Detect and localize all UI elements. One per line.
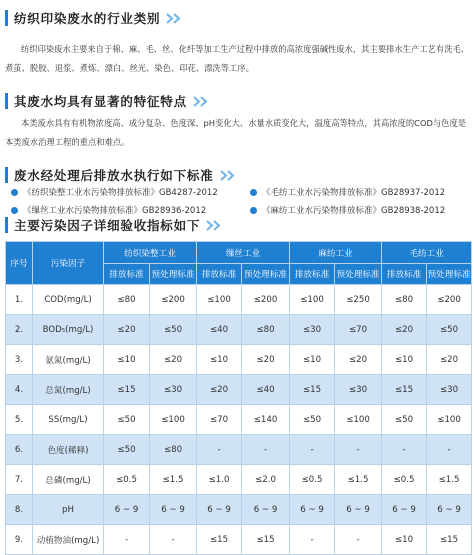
limit-value-cell: ≤15 [104, 375, 150, 405]
limit-value-cell: 6 ~ 9 [382, 495, 427, 525]
standard-text: 《缫丝工业水污染物排放标准》GB28936-2012 [23, 206, 207, 216]
limit-value-cell: ≤40 [197, 315, 242, 345]
limit-value-cell: ≤2.0 [242, 465, 290, 495]
limit-value-cell: ≤100 [427, 405, 472, 435]
limit-value-cell: 6 ~ 9 [335, 495, 382, 525]
subheader-pre: 预处理标准 [242, 264, 290, 285]
limit-value-cell: ≤200 [242, 285, 290, 315]
subheader-pre: 预处理标准 [150, 264, 197, 285]
table-row [6, 435, 472, 465]
row-number: 6. [6, 435, 33, 465]
limit-value-cell: ≤20 [427, 345, 472, 375]
limit-value-cell: ≤10 [104, 345, 150, 375]
limit-value-cell: ≤10 [197, 345, 242, 375]
limit-value-cell: ≤100 [150, 405, 197, 435]
subheader-pre: 预处理标准 [335, 264, 382, 285]
limit-value-cell: ≤10 [382, 345, 427, 375]
limit-value-cell: ≤50 [150, 315, 197, 345]
standard-text: 《麻纺工业水污染物排放标准》GB28938-2012 [262, 206, 446, 216]
row-number: 2. [6, 315, 33, 345]
heading-accent-bar [5, 93, 8, 109]
limit-value-cell: ≤10 [382, 525, 427, 555]
limit-value-cell: ≤50 [382, 405, 427, 435]
limit-value-cell: ≤140 [242, 405, 290, 435]
pollutant-factor: pH [33, 495, 104, 525]
header-industry: 麻纺工业 [290, 242, 382, 264]
limit-value-cell: ≤50 [290, 405, 335, 435]
standard-item [250, 186, 445, 198]
row-number: 9. [6, 525, 33, 555]
limit-value-cell: - [150, 525, 197, 555]
table-row [6, 315, 472, 345]
limit-value-cell: ≤250 [335, 285, 382, 315]
pollutant-factor: BOD₅(mg/L) [33, 315, 104, 345]
limit-value-cell: 6 ~ 9 [290, 495, 335, 525]
limit-value-cell: ≤15 [382, 375, 427, 405]
section-heading-features [0, 89, 211, 113]
limit-value-cell: ≤30 [335, 375, 382, 405]
paragraph-features [5, 114, 471, 151]
standard-item [11, 186, 218, 198]
table-row [6, 285, 472, 315]
limit-value-cell: ≤20 [335, 345, 382, 375]
limit-value-cell: ≤200 [150, 285, 197, 315]
pollutant-factor: 氨氮(mg/L) [33, 345, 104, 375]
limit-value-cell: ≤20 [197, 375, 242, 405]
limit-value-cell: ≤15 [197, 525, 242, 555]
limit-value-cell: ≤80 [382, 285, 427, 315]
heading-title: 废水经处理后排放水执行如下标准 [14, 168, 214, 183]
standard-text: 《毛纺工业水污染物排放标准》GB28937-2012 [262, 188, 446, 198]
header-industry: 纺织染整工业 [104, 242, 197, 264]
limit-value-cell: 6 ~ 9 [427, 495, 472, 525]
heading-title: 其废水均具有显著的特征特点 [14, 94, 187, 109]
header-no: 序号 [6, 242, 33, 285]
limit-value-cell: ≤10 [290, 345, 335, 375]
limit-value-cell: ≤30 [150, 375, 197, 405]
limit-value-cell: ≤30 [290, 315, 335, 345]
limit-value-cell: ≤15 [242, 525, 290, 555]
limit-value-cell: ≤0.5 [382, 465, 427, 495]
pollutant-factor: 总磷(mg/L) [33, 465, 104, 495]
header-factor: 污染因子 [33, 242, 104, 285]
chevron-double-right-icon [193, 96, 211, 107]
limit-value-cell: ≤20 [104, 315, 150, 345]
subheader-direct: 排放标准 [382, 264, 427, 285]
limit-value-cell: 6 ~ 9 [242, 495, 290, 525]
paragraph-industry [5, 40, 471, 77]
section-heading-pollutants [0, 213, 224, 237]
chevron-double-right-icon [220, 170, 238, 181]
pollutant-factor: 色度(稀释) [33, 435, 104, 465]
limit-value-cell: - [290, 525, 335, 555]
table-row [6, 405, 472, 435]
limit-value-cell: ≤70 [197, 405, 242, 435]
subheader-direct: 排放标准 [197, 264, 242, 285]
subheader-direct: 排放标准 [290, 264, 335, 285]
paragraph-text: 本类废水具有有机物浓度高、成分复杂、色度深、pH变化大、水量水质变化大，温度高等特点，其高浓度的COD与色度是本类废水治理工程的重点和难点。 [5, 118, 467, 147]
row-number: 8. [6, 495, 33, 525]
limit-value-cell: - [335, 435, 382, 465]
limit-value-cell: ≤50 [104, 405, 150, 435]
table-row [6, 345, 472, 375]
limit-value-cell: ≤1.0 [197, 465, 242, 495]
header-industry: 毛纺工业 [382, 242, 472, 264]
section-heading-standards [0, 163, 238, 187]
limit-value-cell: ≤80 [150, 435, 197, 465]
standard-text: 《纺织染整工业水污染物排放标准》GB4287-2012 [23, 188, 218, 198]
table-row [6, 375, 472, 405]
row-number: 5. [6, 405, 33, 435]
limit-value-cell: ≤100 [197, 285, 242, 315]
limit-value-cell: - [335, 525, 382, 555]
limit-value-cell: ≤100 [290, 285, 335, 315]
pollutant-factor: 总氮(mg/L) [33, 375, 104, 405]
limit-value-cell: ≤0.5 [290, 465, 335, 495]
limit-value-cell: 6 ~ 9 [197, 495, 242, 525]
heading-accent-bar [5, 217, 8, 233]
standard-item [250, 204, 445, 216]
subheader-direct: 排放标准 [104, 264, 150, 285]
subheader-pre: 预处理标准 [427, 264, 472, 285]
limit-value-cell: ≤1.5 [335, 465, 382, 495]
heading-title: 主要污染因子详细验收指标如下 [14, 218, 201, 233]
limit-value-cell: ≤15 [427, 525, 472, 555]
pollutant-factor: SS(mg/L) [33, 405, 104, 435]
limit-value-cell: - [382, 435, 427, 465]
limit-value-cell: ≤20 [150, 345, 197, 375]
limit-value-cell: 6 ~ 9 [150, 495, 197, 525]
limit-value-cell: - [242, 435, 290, 465]
pollutant-factor: COD(mg/L) [33, 285, 104, 315]
pollutant-factor: 动植物油(mg/L) [33, 525, 104, 555]
limit-value-cell: ≤100 [335, 405, 382, 435]
limit-value-cell: ≤80 [242, 315, 290, 345]
limit-value-cell: - [427, 435, 472, 465]
limit-value-cell: - [197, 435, 242, 465]
table-row [6, 525, 472, 555]
bullet-dot-icon [11, 189, 18, 196]
pollutant-standards-table [5, 241, 472, 555]
row-number: 1. [6, 285, 33, 315]
limit-value-cell: ≤200 [427, 285, 472, 315]
limit-value-cell: ≤1.5 [427, 465, 472, 495]
limit-value-cell: ≤1.5 [150, 465, 197, 495]
limit-value-cell: 6 ~ 9 [104, 495, 150, 525]
table-header-row [6, 242, 472, 264]
chevron-double-right-icon [166, 13, 184, 24]
limit-value-cell: ≤40 [242, 375, 290, 405]
table-row [6, 495, 472, 525]
bullet-dot-icon [250, 189, 257, 196]
limit-value-cell: ≤0.5 [104, 465, 150, 495]
table-body [6, 285, 472, 555]
row-number: 7. [6, 465, 33, 495]
heading-title: 纺织印染废水的行业类别 [14, 11, 161, 26]
limit-value-cell: - [104, 525, 150, 555]
paragraph-text: 纺织印染废水主要来自于棉、麻、毛、丝、化纤等加工生产过程中排放的高浓度强碱性废水，其主要排水生产工艺有洗毛、煮茧、脱胶、退浆、煮炼、漂白、丝光、染色、印花、漂洗等工序。 [5, 44, 470, 73]
header-industry: 缫丝工业 [197, 242, 290, 264]
limit-value-cell: ≤15 [290, 375, 335, 405]
bullet-dot-icon [250, 207, 257, 214]
table-row [6, 465, 472, 495]
heading-accent-bar [5, 10, 8, 26]
limit-value-cell: ≤70 [335, 315, 382, 345]
limit-value-cell: ≤20 [382, 315, 427, 345]
limit-value-cell: ≤50 [104, 435, 150, 465]
limit-value-cell: ≤50 [427, 315, 472, 345]
row-number: 3. [6, 345, 33, 375]
limit-value-cell: - [290, 435, 335, 465]
row-number: 4. [6, 375, 33, 405]
chevron-double-right-icon [206, 220, 224, 231]
section-heading-industry [0, 6, 184, 30]
limit-value-cell: ≤80 [104, 285, 150, 315]
limit-value-cell: ≤20 [242, 345, 290, 375]
heading-accent-bar [5, 167, 8, 183]
limit-value-cell: ≤30 [427, 375, 472, 405]
